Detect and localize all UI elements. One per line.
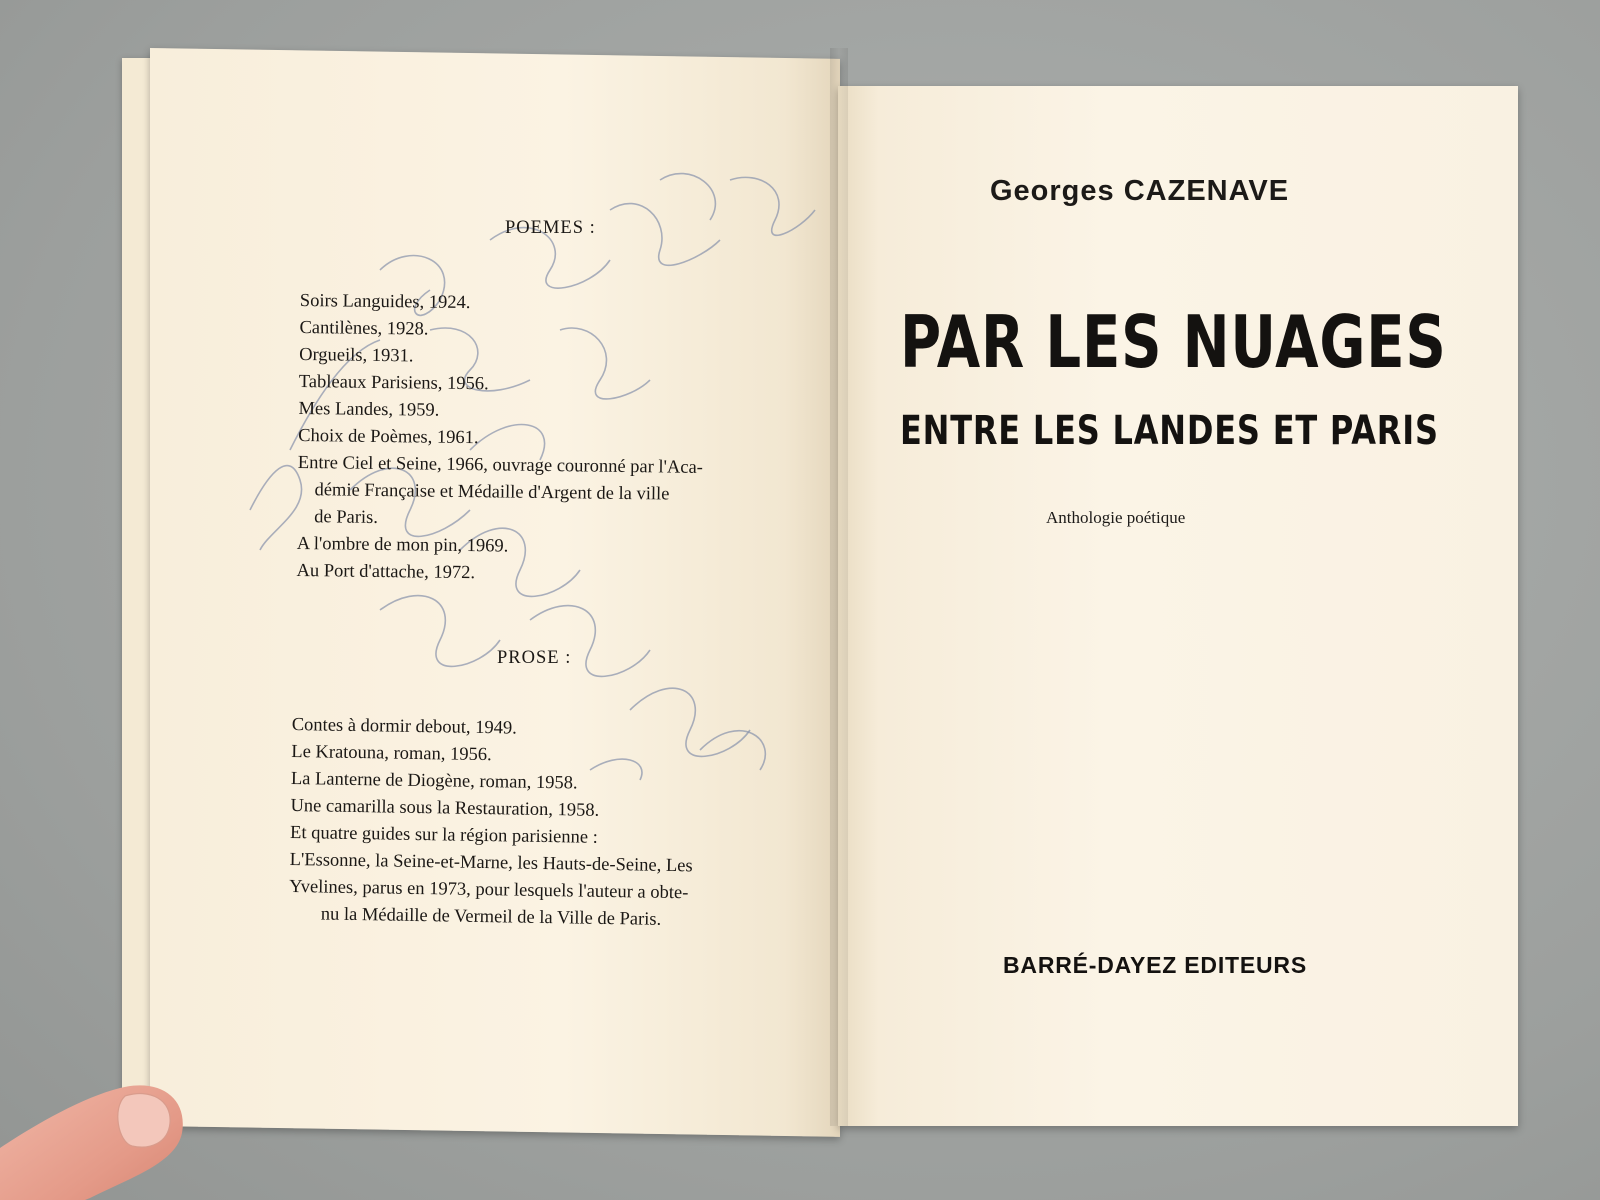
list-item: Orgueils, 1931. — [299, 344, 414, 367]
list-item: Mes Landes, 1959. — [298, 398, 440, 421]
list-item: Yvelines, parus en 1973, pour lesquels l'auteur a obte- — [289, 876, 689, 904]
book-subtitle: ENTRE LES LANDES ET PARIS — [900, 408, 1439, 454]
list-item: nu la Médaille de Vermeil de la Ville de Paris. — [320, 904, 662, 930]
list-item: Contes à dormir debout, 1949. — [291, 714, 517, 739]
author-name: Georges CAZENAVE — [990, 175, 1290, 207]
genre-label: Anthologie poétique — [1046, 508, 1186, 527]
list-item: Soirs Languides, 1924. — [299, 290, 471, 314]
publisher-name: BARRÉ-DAYEZ EDITEURS — [1003, 952, 1307, 978]
list-item: Et quatre guides sur la région parisienne : — [289, 822, 598, 848]
list-item: Cantilènes, 1928. — [299, 317, 429, 340]
list-item: L'Essonne, la Seine-et-Marne, les Hauts-de-Seine, Les — [289, 849, 693, 877]
prose-list — [289, 712, 695, 934]
list-item: Le Kratouna, roman, 1956. — [291, 741, 492, 766]
list-item: A l'ombre de mon pin, 1969. — [296, 533, 509, 557]
poems-heading: POEMES : — [505, 218, 596, 238]
book-gutter — [830, 48, 848, 1126]
list-item: La Lanterne de Diogène, roman, 1958. — [290, 768, 578, 794]
prose-heading: PROSE : — [497, 648, 572, 668]
poems-list — [296, 288, 705, 590]
list-item: Au Port d'attache, 1972. — [296, 560, 476, 584]
list-item: démie Française et Médaille d'Argent de la ville — [314, 480, 670, 505]
thumb-image — [0, 1058, 190, 1200]
list-item: Entre Ciel et Seine, 1966, ouvrage couronné par l'Aca- — [297, 452, 704, 478]
list-item: de Paris. — [314, 507, 379, 528]
book-title: PAR LES NUAGES — [900, 300, 1447, 384]
list-item: Une camarilla sous la Restauration, 1958. — [290, 795, 600, 821]
list-item: Choix de Poèmes, 1961. — [298, 425, 479, 449]
list-item: Tableaux Parisiens, 1956. — [298, 371, 489, 395]
